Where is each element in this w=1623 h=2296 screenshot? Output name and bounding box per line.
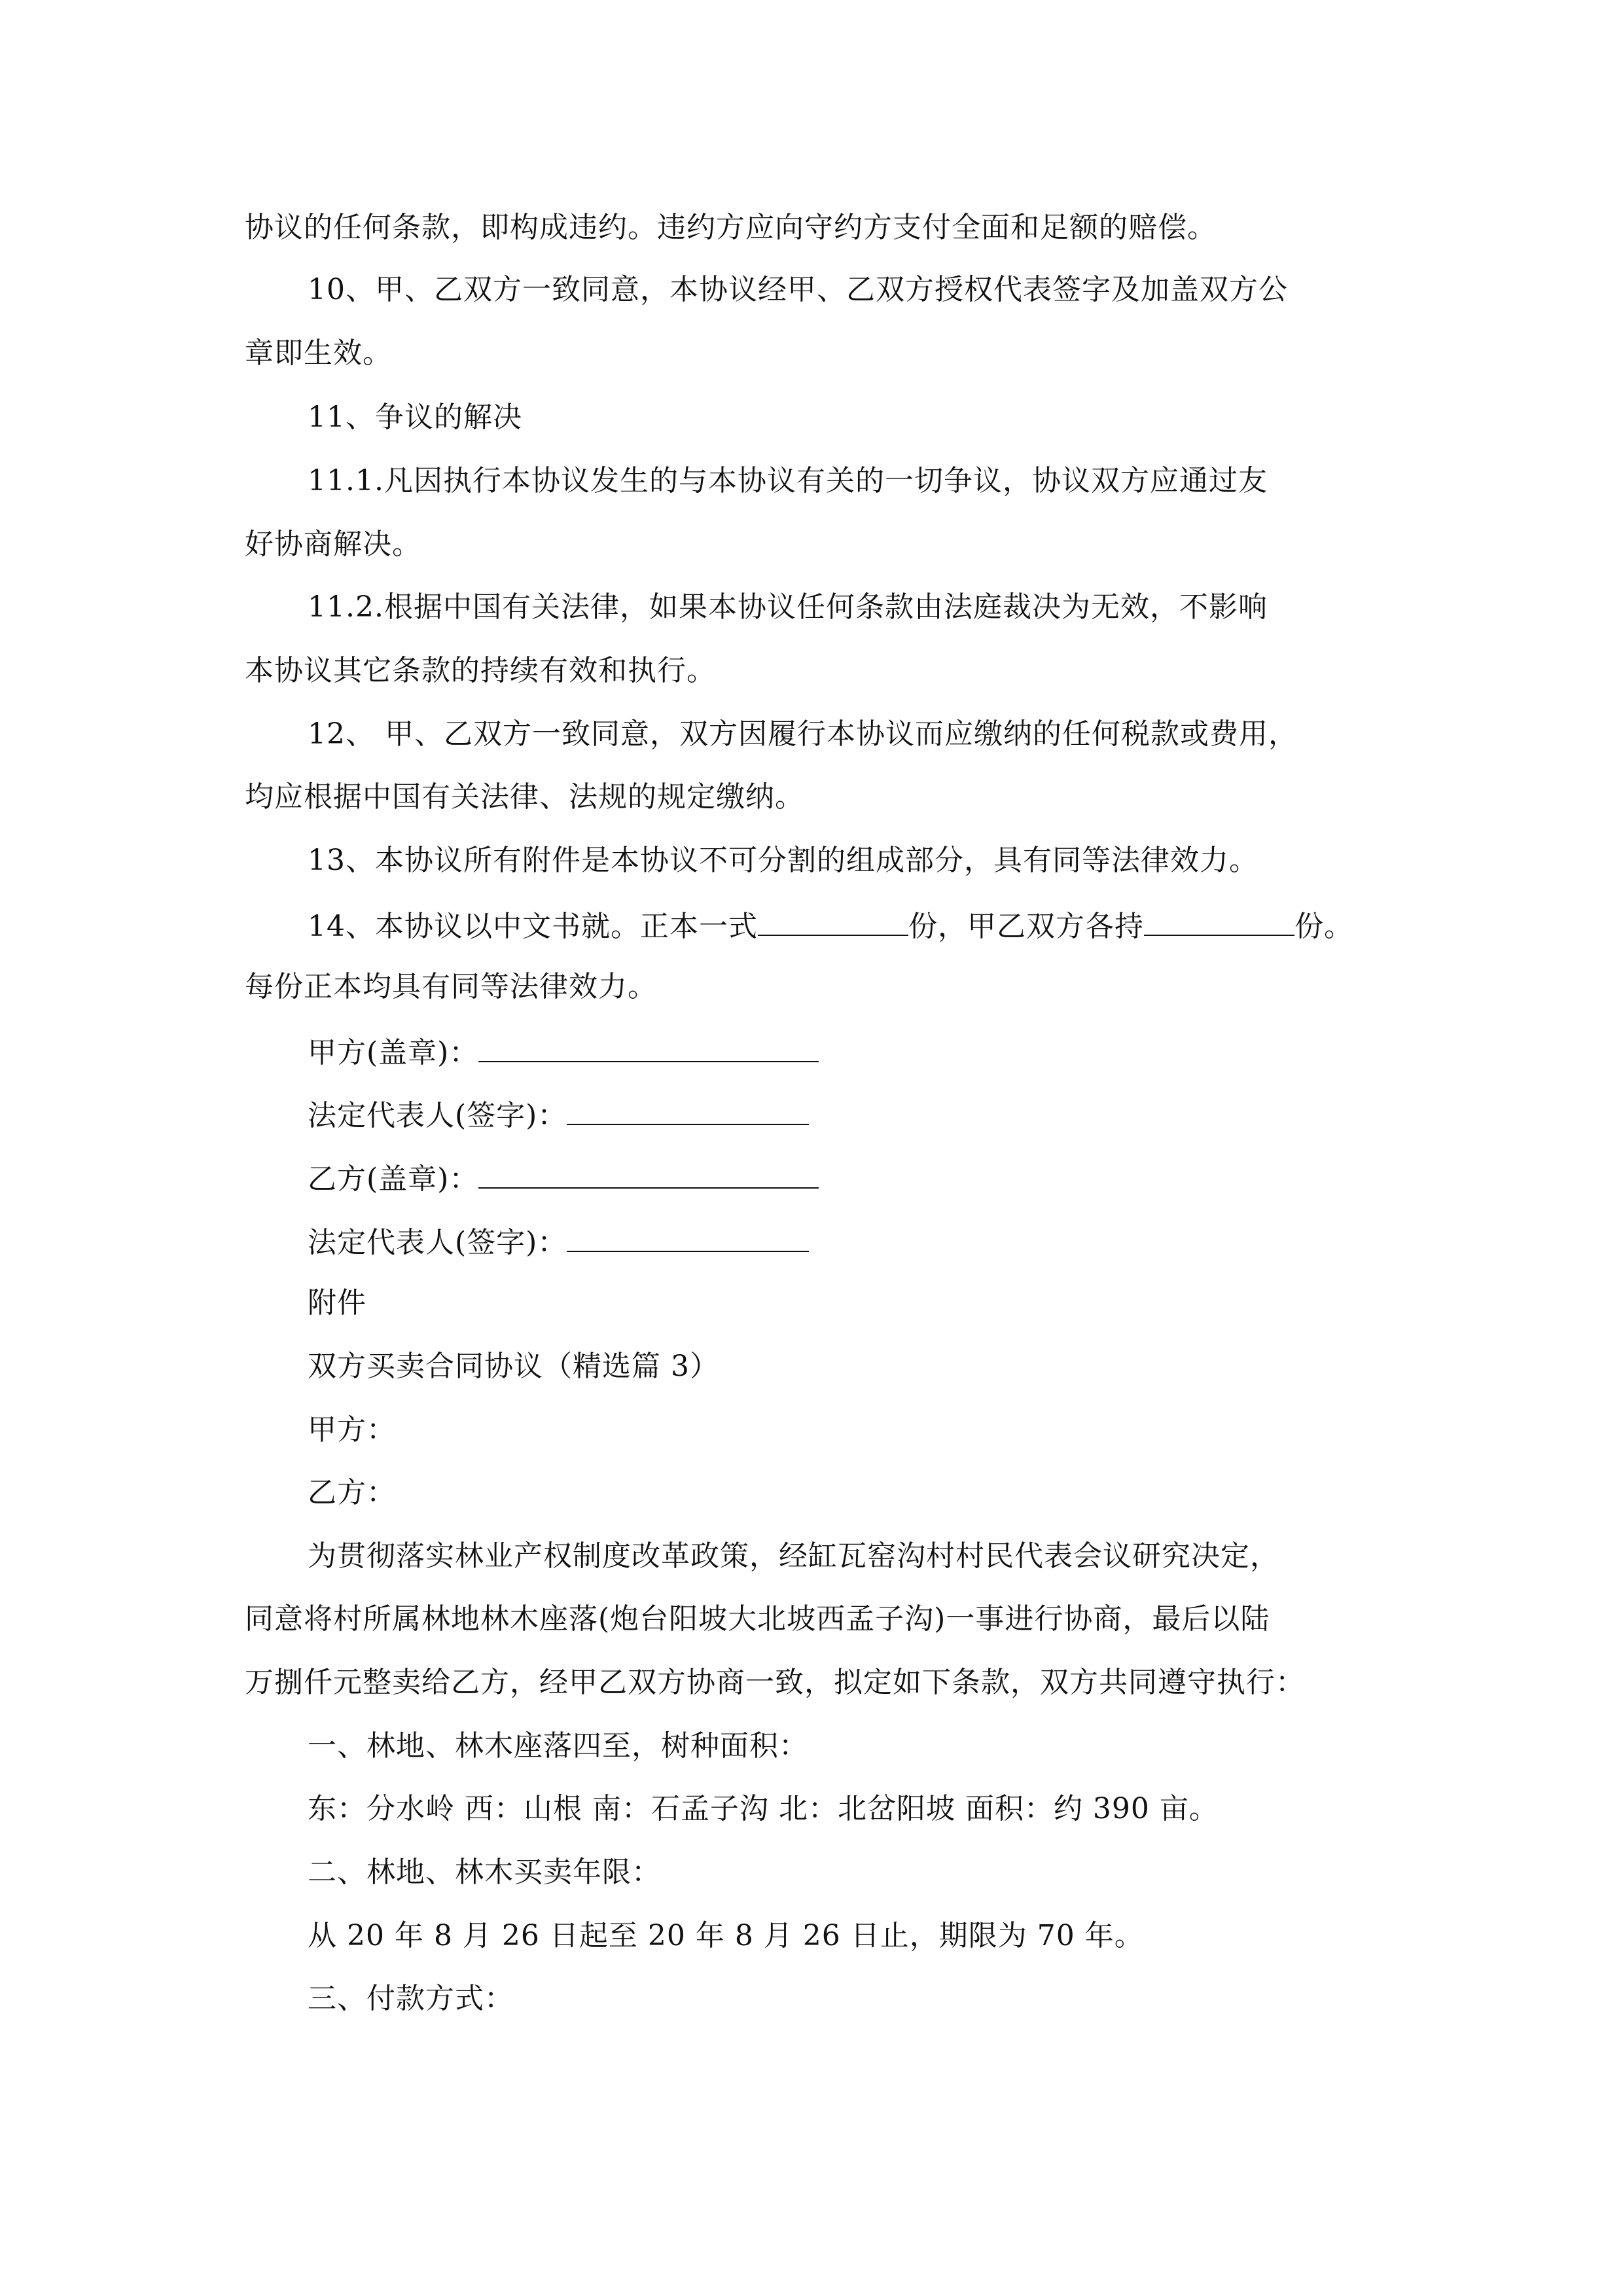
clause-12: 12、 甲、乙双方一致同意，双方因履行本协议而应缴纳的任何税款或费用， bbox=[308, 717, 1298, 751]
party-b-rep-line bbox=[308, 1221, 1459, 1263]
item-1-detail: 东：分水岭 西：山根 南：石孟子沟 北：北岔阳坡 面积：约 390 亩。 bbox=[308, 1792, 1219, 1825]
item-1-title: 一、林地、林木座落四至，树种面积： bbox=[308, 1729, 808, 1763]
text-line: 本协议其它条款的持续有效和执行。 bbox=[245, 654, 716, 687]
text-line: 好协商解决。 bbox=[245, 528, 421, 561]
clause-11-1: 11.1.凡因执行本协议发生的与本协议有关的一切争议，协议双方应通过友 bbox=[308, 464, 1268, 497]
intro-paragraph: 为贯彻落实林业产权制度改革政策，经缸瓦窑沟村村民代表会议研究决定， bbox=[308, 1539, 1279, 1573]
text-line: 同意将村所属林地林木座落(炮台阳坡大北坡西孟子沟)一事进行协商，最后以陆 bbox=[245, 1602, 1270, 1636]
clause-14-part3: 份。 bbox=[1294, 910, 1353, 943]
party-b-rep-label: 法定代表人(签字)： bbox=[308, 1226, 567, 1259]
clause-11-heading: 11、争议的解决 bbox=[308, 401, 522, 434]
party-b-label: 乙方： bbox=[308, 1476, 396, 1509]
item-3-title: 三、付款方式： bbox=[308, 1982, 514, 2015]
party-a-seal-label: 甲方(盖章)： bbox=[308, 1036, 479, 1069]
text-line: 均应根据中国有关法律、法规的规定缴纳。 bbox=[245, 780, 804, 814]
text-line: 万捌仟元整卖给乙方，经甲乙双方协商一致，拟定如下条款，双方共同遵守执行： bbox=[245, 1666, 1305, 1699]
item-2-detail: 从 20 年 8 月 26 日起至 20 年 8 月 26 日止，期限为 70 年。 bbox=[308, 1919, 1144, 1952]
section-title: 双方买卖合同协议（精选篇 3） bbox=[308, 1350, 719, 1383]
clause-13: 13、本协议所有附件是本协议不可分割的组成部分，具有同等法律效力。 bbox=[308, 844, 1258, 877]
text-line: 每份正本均具有同等法律效力。 bbox=[245, 970, 657, 1003]
clause-11-2: 11.2.根据中国有关法律，如果本协议任何条款由法庭裁决为无效，不影响 bbox=[308, 590, 1268, 624]
party-b-seal-label: 乙方(盖章)： bbox=[308, 1162, 479, 1196]
copies-each-blank bbox=[1144, 905, 1294, 936]
text-line: 章即生效。 bbox=[245, 336, 392, 370]
clause-14 bbox=[308, 905, 1459, 946]
party-a-rep-line bbox=[308, 1094, 1459, 1136]
party-b-seal-blank bbox=[478, 1157, 819, 1189]
party-b-seal-line bbox=[308, 1157, 1459, 1199]
party-a-seal-line bbox=[308, 1031, 1459, 1073]
attachment-label: 附件 bbox=[308, 1286, 366, 1319]
party-a-rep-label: 法定代表人(签字)： bbox=[308, 1099, 567, 1132]
party-a-seal-blank bbox=[478, 1031, 819, 1062]
text-line: 协议的任何条款，即构成违约。违约方应向守约方支付全面和足额的赔偿。 bbox=[245, 211, 1217, 244]
clause-14-part2: 份，甲乙双方各持 bbox=[908, 910, 1144, 943]
party-a-label: 甲方： bbox=[308, 1413, 396, 1446]
clause-10: 10、甲、乙双方一致同意，本协议经甲、乙双方授权代表签字及加盖双方公 bbox=[308, 273, 1288, 306]
item-2-title: 二、林地、林木买卖年限： bbox=[308, 1856, 661, 1889]
copies-blank bbox=[758, 905, 908, 936]
clause-14-part1: 14、本协议以中文书就。正本一式 bbox=[308, 910, 758, 943]
party-a-rep-blank bbox=[567, 1094, 809, 1125]
party-b-rep-blank bbox=[567, 1221, 809, 1252]
